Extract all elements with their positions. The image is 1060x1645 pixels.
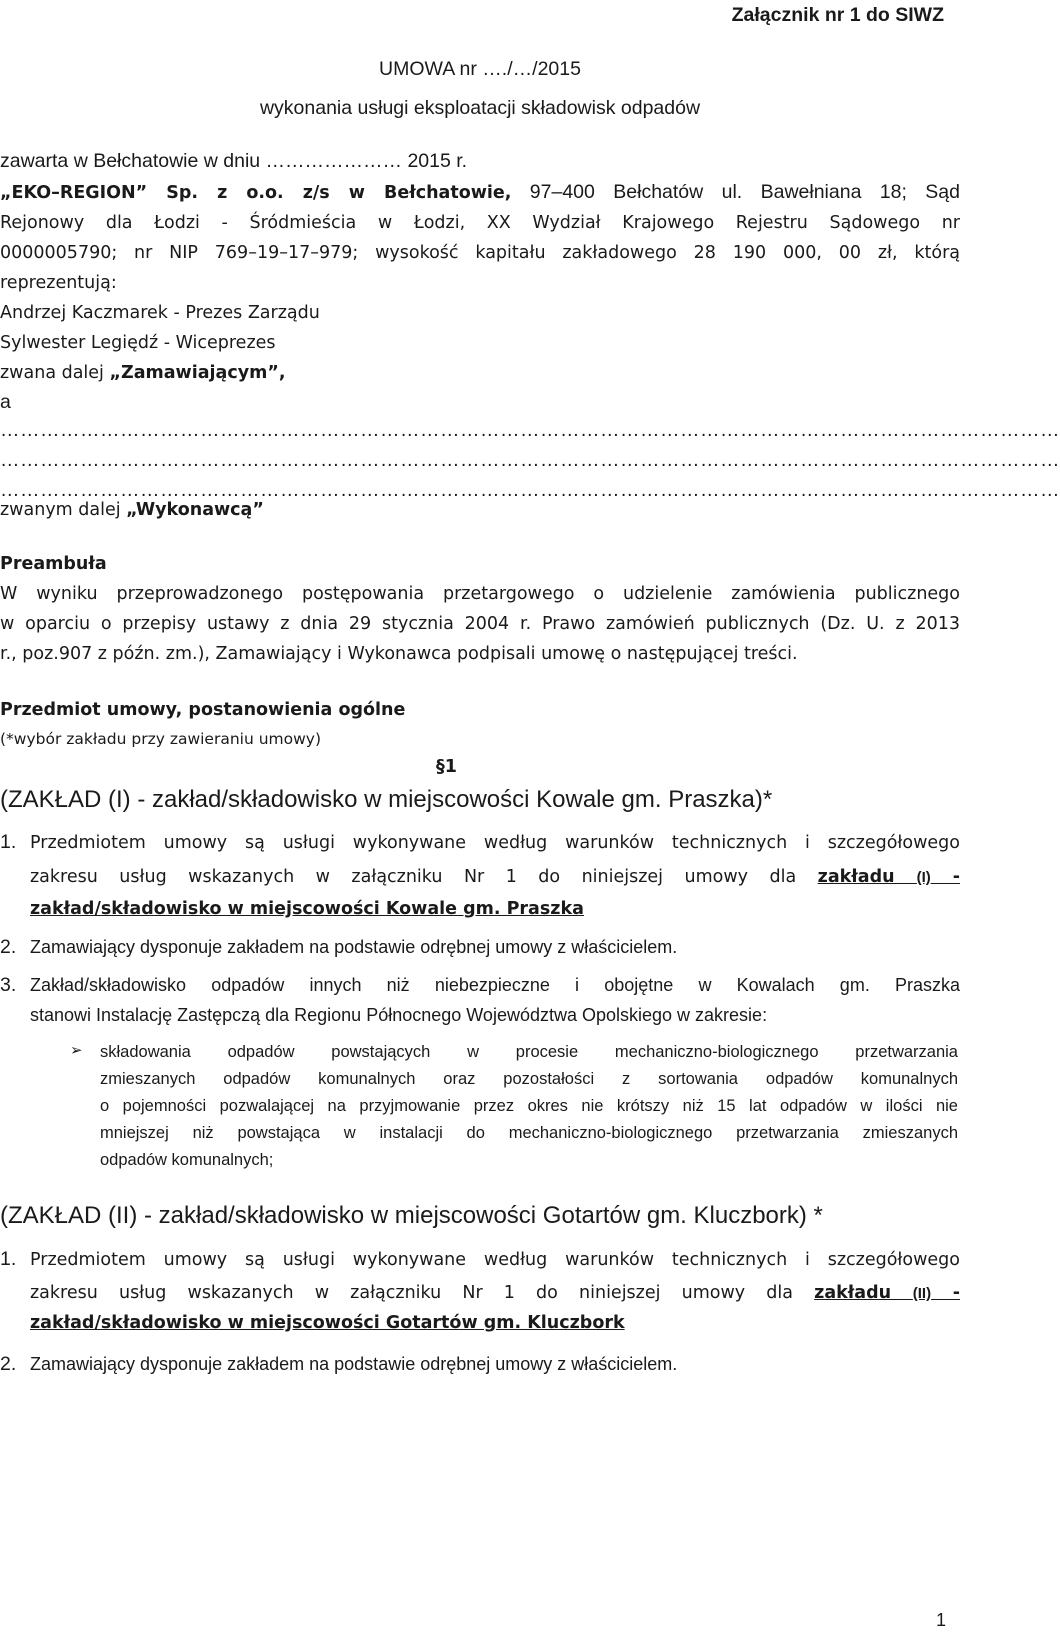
bullet-line-5: odpadów komunalnych;: [100, 1151, 274, 1169]
item-number: 3.: [0, 974, 17, 996]
dots-line-3: ……………………………………………………………………………………………………………………………………………: [0, 479, 1060, 501]
party1-role: „Zamawiającym”,: [109, 363, 286, 383]
company-address: 97–400 Bełchatów ul. Bawełniana 18; Sąd: [511, 181, 960, 203]
paragraph-symbol: §1: [436, 757, 457, 777]
party1-line3: 0000005790; nr NIP 769–19–17–979; wysokość kapitału zakładowego 28 190 000, 00 zł, którą: [0, 243, 960, 263]
plant2-heading: (ZAKŁAD (II) - zakład/składowisko w miejscowości Gotartów gm. Kluczbork) *: [0, 1202, 823, 1229]
bullet-line-3: o pojemności pozwalającej na przyjmowanie przez okres nie krótszy niż 15 lat odpadów w ilości nie: [100, 1097, 958, 1115]
plant2-location: zakład/składowisko w miejscowości Gotartów gm. Kluczbork: [30, 1313, 625, 1333]
plant1-item1-line2: [0, 867, 960, 887]
preamble-heading: Preambuła: [0, 554, 107, 574]
party1-line4: reprezentują:: [0, 273, 117, 293]
plant1-item2-text: Zamawiający dysponuje zakładem na podstawie odrębnej umowy z właścicielem.: [30, 937, 678, 957]
selection-note: (*wybór zakładu przy zawieraniu umowy): [0, 730, 322, 748]
party2-called: [0, 500, 264, 520]
plant-number: (II): [912, 1285, 932, 1302]
dots-line-2: ……………………………………………………………………………………………………………………………………………: [0, 449, 1060, 471]
plant1-item3-line1: Zakład/składowisko odpadów innych niż niebezpieczne i obojętne w Kowalach gm. Praszka: [30, 975, 960, 995]
party1-line1: [0, 181, 960, 204]
plant1-label: [818, 867, 960, 887]
scope-text: zakresu usług wskazanych w załączniku Nr 1 do niniejszej umowy dla: [30, 867, 818, 887]
plant1-item3-line2: stanowi Instalację Zastępczą dla Regionu Północnego Województwa Opolskiego w zakresie:: [30, 1005, 768, 1025]
party1-called: [0, 363, 286, 383]
plant1-heading: (ZAKŁAD (I) - zakład/składowisko w miejscowości Kowale gm. Praszka)*: [0, 786, 773, 813]
dash: -: [930, 867, 961, 887]
plant-word: zakładu: [814, 1283, 913, 1303]
item-number: 2.: [0, 936, 17, 958]
preamble-line2: w oparciu o przepisy ustawy z dnia 29 stycznia 2004 r. Prawo zamówień publicznych (Dz. U. z 2013: [0, 614, 960, 634]
contract-title: UMOWA nr …./…/2015: [379, 58, 581, 80]
scope-text: zakresu usług wskazanych w załączniku Nr 1 do niniejszej umowy dla: [30, 1283, 815, 1303]
plant2-item2-text: Zamawiający dysponuje zakładem na podstawie odrębnej umowy z właścicielem.: [30, 1354, 678, 1374]
called-prefix: zwana dalej: [0, 363, 110, 383]
item-number: 1.: [0, 831, 17, 853]
bullet-line-4: mniejszej niż powstająca w instalacji do mechaniczno-biologicznego przetwarzania zmieszanych: [100, 1124, 958, 1142]
plant-word: zakładu: [817, 867, 917, 887]
and-connector: a: [0, 391, 11, 413]
page-number: 1: [935, 1610, 946, 1630]
plant2-label: [814, 1283, 960, 1303]
item-number: 2.: [0, 1353, 17, 1375]
plant-number: (I): [916, 869, 931, 886]
contract-subtitle: wykonania usługi eksploatacji składowisk odpadów: [259, 97, 701, 119]
plant1-item1-line1: Przedmiotem umowy są usługi wykonywane według warunków technicznych i szczegółowego: [30, 833, 960, 853]
company-name: „EKO–REGION” Sp. z o.o. z/s w Bełchatowie,: [0, 183, 512, 203]
preamble-line3: r., poz.907 z późn. zm.), Zamawiający i Wykonawca podpisali umowę o następującej treści.: [0, 644, 798, 664]
party1-line2: Rejonowy dla Łodzi - Śródmieścia w Łodzi, XX Wydział Krajowego Rejestru Sądowego nr: [0, 213, 960, 233]
dash: -: [931, 1283, 961, 1303]
representative-1: Andrzej Kaczmarek - Prezes Zarządu: [0, 303, 320, 323]
bullet-line-2: zmieszanych odpadów komunalnych oraz pozostałości z sortowania odpadów komunalnych: [100, 1070, 958, 1088]
concluded-line: zawarta w Bełchatowie w dniu ………………… 2015 r.: [0, 150, 468, 172]
arrow-bullet-icon: ➢: [70, 1041, 83, 1059]
subject-heading: Przedmiot umowy, postanowienia ogólne: [0, 700, 406, 720]
called-prefix: zwanym dalej: [0, 500, 127, 520]
preamble-line1: W wyniku przeprowadzonego postępowania przetargowego o udzielenie zamówienia publicznego: [0, 584, 960, 604]
attachment-label: Załącznik nr 1 do SIWZ: [731, 4, 944, 26]
plant1-bullet: [70, 1041, 958, 1171]
bullet-line-1: składowania odpadów powstających w procesie mechaniczno-biologicznego przetwarzania: [100, 1043, 958, 1061]
plant2-item1-line1: Przedmiotem umowy są usługi wykonywane według warunków technicznych i szczegółowego: [30, 1250, 960, 1270]
plant2-item1-line2: [0, 1283, 960, 1303]
dots-line-1: ……………………………………………………………………………………………………………………………………………: [0, 419, 1060, 441]
representative-2: Sylwester Legiędź - Wiceprezes: [0, 333, 276, 353]
party2-role: „Wykonawcą”: [126, 500, 264, 520]
item-number: 1.: [0, 1248, 17, 1270]
plant1-location: zakład/składowisko w miejscowości Kowale gm. Praszka: [30, 899, 584, 919]
